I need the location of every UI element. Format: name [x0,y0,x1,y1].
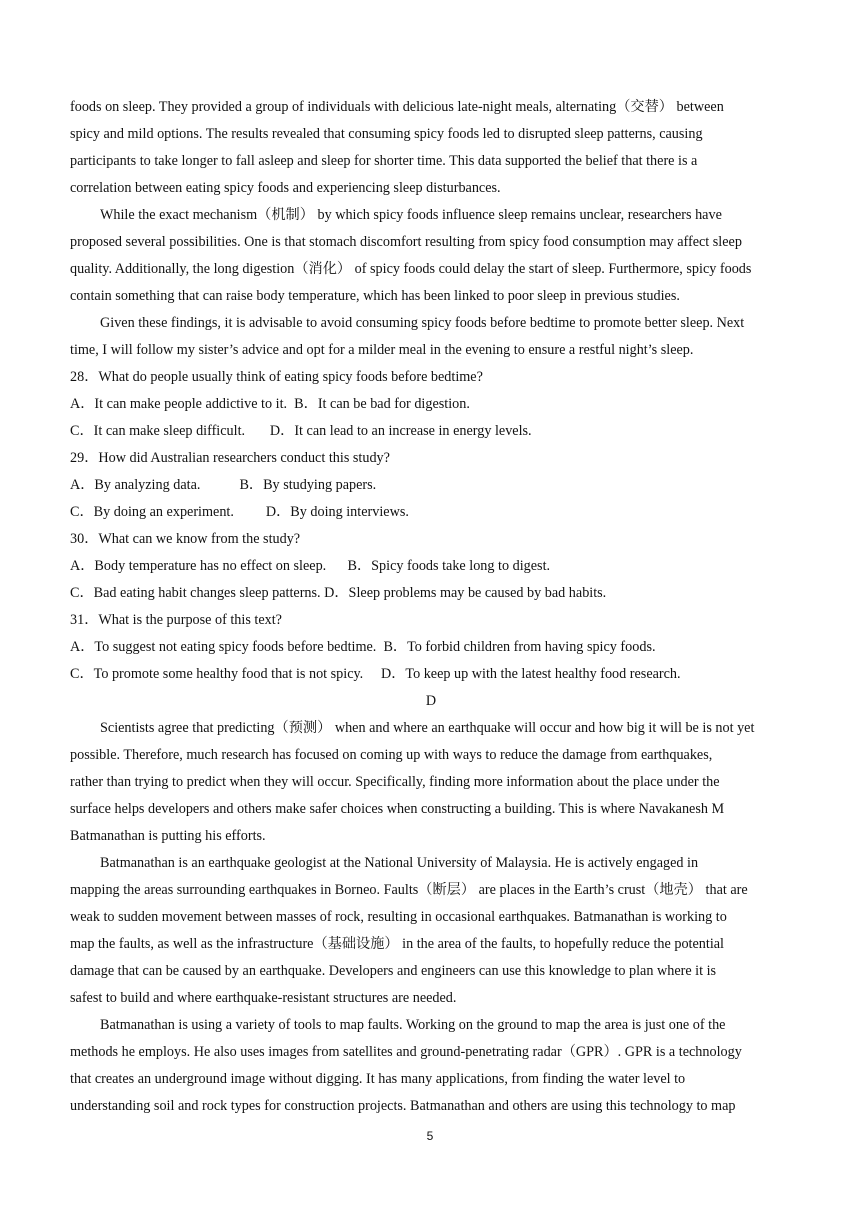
option-row [70,472,792,499]
text-line: that creates an underground image without digging. It has many applications, from finding the water level to [70,1071,686,1087]
text-line: surface helps developers and others make safer choices when constructing a building. This is where Navakanesh M [70,801,725,817]
text-line: time, I will follow my sister’s advice and opt for a milder meal in the evening to ensure a restful night’s sleep. [70,342,694,358]
text-line: proposed several possibilities. One is that stomach discomfort resulting from spicy food consumption may affect sleep [70,234,742,250]
text-line: Batmanathan is putting his efforts. [70,828,266,844]
page-content [70,94,792,1120]
passage-d-paragraph-2 [70,850,792,1012]
text-line: While the exact mechanism（机制） by which spicy foods influence sleep remains unclear, researchers have [100,207,722,223]
passage-c-paragraph-3 [70,310,792,364]
option-a: A．It can make people addictive to it. [70,396,295,412]
text-line: weak to sudden movement between masses of rock, resulting in occasional earthquakes. Batmanathan is working to [70,909,727,925]
question-stem: 29．How did Australian researchers conduct this study? [70,450,390,466]
option-row [70,391,792,418]
option-d: D．It can lead to an increase in energy levels. [269,423,532,439]
text-line: contain something that can raise body temperature, which has been linked to poor sleep in previous studies. [70,288,680,304]
text-line: map the faults, as well as the infrastructure（基础设施） in the area of the faults, to hopefully reduce the potential [70,936,724,952]
option-b: B．By studying papers. [239,477,377,493]
question-30 [70,526,792,607]
text-line: possible. Therefore, much research has focused on coming up with ways to reduce the damage from earthquakes, [70,747,713,763]
option-row [70,499,792,526]
option-row [70,634,792,661]
option-b: B．To forbid children from having spicy foods. [383,639,656,655]
option-d: D．Sleep problems may be caused by bad habits. [324,585,607,601]
question-31 [70,607,792,688]
text-line: spicy and mild options. The results revealed that consuming spicy foods led to disrupted sleep patterns, causing [70,126,703,142]
option-a: A．By analyzing data. [70,477,240,493]
option-d: D．By doing interviews. [265,504,409,520]
option-c: C．Bad eating habit changes sleep patterns. [70,585,325,601]
text-line: mapping the areas surrounding earthquakes in Borneo. Faults（断层） are places in the Earth’s crust（地壳） that are [70,882,748,898]
option-c: C．It can make sleep difficult. [70,423,270,439]
text-line: quality. Additionally, the long digestion（消化） of spicy foods could delay the start of sleep. Furthermore, spicy foods [70,261,752,277]
section-heading: D [425,693,437,709]
text-line: Batmanathan is an earthquake geologist at the National University of Malaysia. He is actively engaged in [100,855,699,871]
option-b: B．Spicy foods take long to digest. [347,558,551,574]
text-line: Batmanathan is using a variety of tools to map faults. Working on the ground to map the area is just one of the [100,1017,726,1033]
option-d: D．To keep up with the latest healthy food research. [380,666,681,682]
option-row [70,418,792,445]
text-line: methods he employs. He also uses images from satellites and ground-penetrating radar（GPR）. GPR is a technology [70,1044,742,1060]
option-row [70,580,792,607]
question-stem: 30．What can we know from the study? [70,531,301,547]
passage-d-paragraph-3 [70,1012,792,1120]
text-line: rather than trying to predict when they will occur. Specifically, finding more information about the place under the [70,774,720,790]
question-stem: 31．What is the purpose of this text? [70,612,282,628]
text-line: safest to build and where earthquake-resistant structures are needed. [70,990,457,1006]
option-c: C．By doing an experiment. [70,504,266,520]
passage-c-paragraph-2 [70,202,792,310]
text-line: Scientists agree that predicting（预测） when and where an earthquake will occur and how big it will be is not yet [100,720,755,736]
passage-c-paragraph-1 [70,94,792,202]
option-a: A．To suggest not eating spicy foods before bedtime. [70,639,384,655]
option-row [70,661,792,688]
text-line: damage that can be caused by an earthquake. Developers and engineers can use this knowledge to plan where it is [70,963,717,979]
text-line: understanding soil and rock types for construction projects. Batmanathan and others are using this technology to map [70,1098,736,1114]
option-c: C．To promote some healthy food that is not spicy. [70,666,381,682]
option-row [70,553,792,580]
option-a: A．Body temperature has no effect on sleep. [70,558,348,574]
text-line: correlation between eating spicy foods and experiencing sleep disturbances. [70,180,501,196]
option-b: B．It can be bad for digestion. [294,396,470,412]
text-line: participants to take longer to fall asleep and sleep for shorter time. This data supported the belief that there is a [70,153,698,169]
passage-d-paragraph-1 [70,715,792,850]
text-line: foods on sleep. They provided a group of individuals with delicious late-night meals, alternating（交替） between [70,99,724,115]
page-number: 5 [426,1129,434,1143]
question-28 [70,364,792,445]
question-stem: 28．What do people usually think of eating spicy foods before bedtime? [70,369,483,385]
question-29 [70,445,792,526]
text-line: Given these findings, it is advisable to avoid consuming spicy foods before bedtime to promote better sleep. Next [100,315,745,331]
